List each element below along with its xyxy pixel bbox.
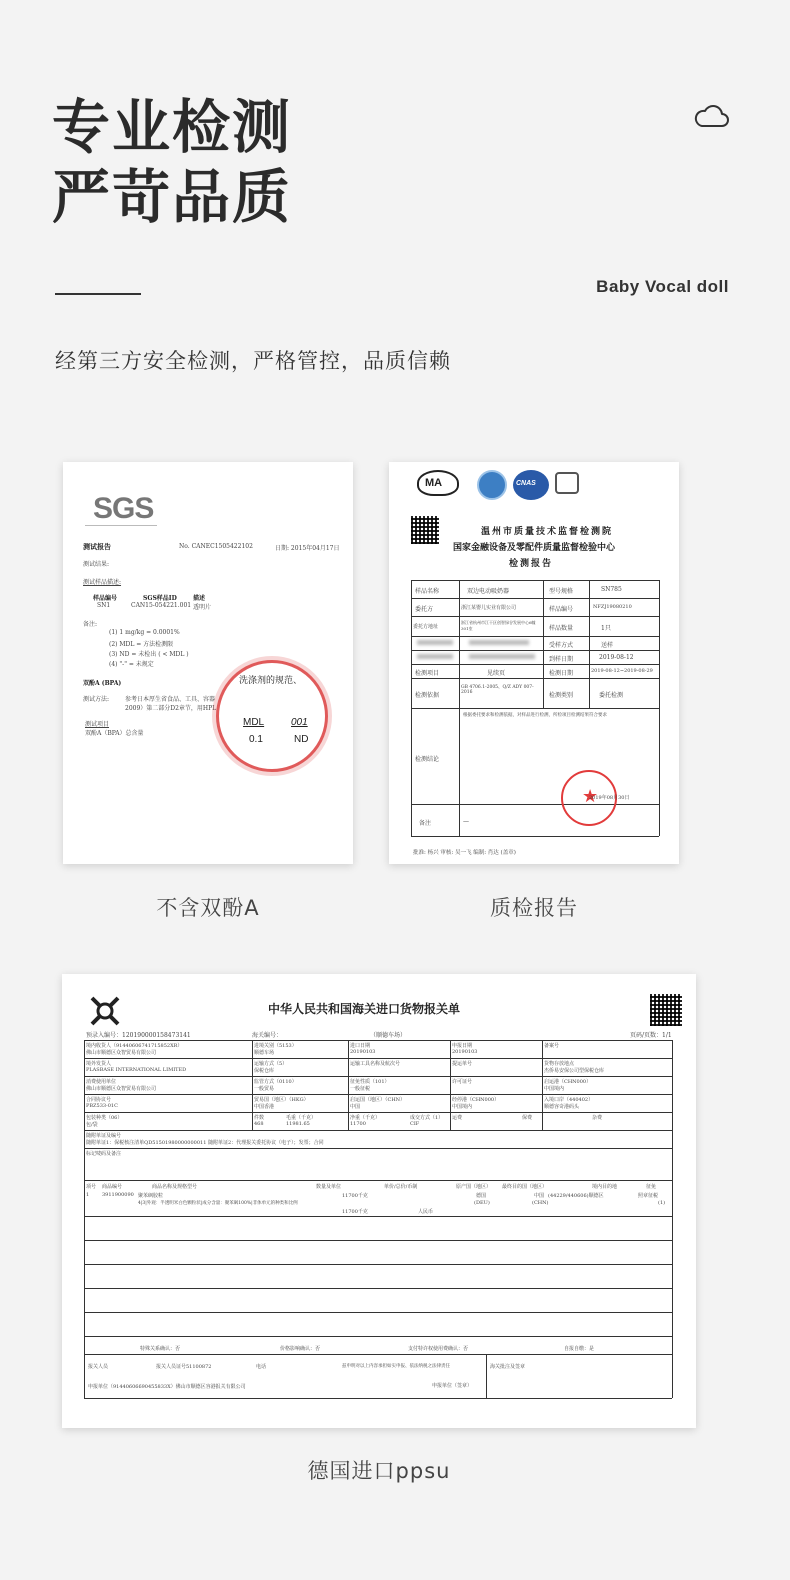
page-count: 页码/页数：1/1 [630,1032,672,1039]
page-subtitle: 经第三方安全检测，严格管控，品质信赖 [55,349,451,373]
frame-line [84,1216,672,1217]
cell: 一般贸易 [254,1086,275,1092]
goods-header: 最终目的国（地区） [502,1184,548,1190]
footer-cell: 价格影响确认：否 [280,1346,321,1352]
goods-cell: (DEU) [474,1200,490,1206]
goods-cell: 中国 [534,1193,545,1199]
frame-vline [84,1040,85,1398]
table-vline [543,580,544,708]
sgs-method-label: 测试方法: [83,696,110,703]
customs-no-label: 海关编号： [252,1032,283,1039]
report-cell: 送样 [601,642,614,649]
cell: 提运单号 [452,1061,473,1067]
frame-line [84,1288,672,1289]
result-label: 检测结论 [415,756,440,763]
goods-cell: 3911900090 [102,1192,134,1198]
cell: 贸易国（地区）（HKG） [254,1097,309,1103]
magnifier-text: 洗涤剂的规范、 [239,676,303,686]
cell: 运费 [452,1115,463,1121]
signature-row: 批准: 杨兴 审核: 吴一飞 编制: 肖达 (盖章) [413,850,516,856]
footer-cell: 电话 [256,1364,267,1370]
footer-cell: 兹申明对以上内容承担如实申报、依法纳税之法律责任 [342,1364,450,1369]
goods-cell: 11700千克 [342,1193,368,1199]
goods-cell: 德国 [476,1193,487,1199]
caption-quality-report: 质检报告 [490,896,578,920]
report-header-2: 国家金融设备及零配件质量监督检验中心 [453,543,616,553]
cell: 境内收货人（91440606741715852XR） [86,1043,183,1049]
sgs-row-sn: SN1 [97,602,111,609]
goods-cell: 人民币 [418,1209,434,1215]
frame-vline [252,1040,253,1130]
cell: 运输工具名称及航次号 [350,1061,401,1067]
footer-cell: 申报单位（91440606690455833X）佛山市顺德区容港报关有限公司 [88,1384,246,1390]
report-header-3: 检测报告 [509,559,554,569]
sgs-method-text-2: 2009）第二部分D2章节，用HPL [125,705,217,712]
report-cell: 委托方地址 [413,624,439,630]
frame-line [84,1312,672,1313]
report-cell: 型号规格 [549,588,574,595]
report-cell: 样品数量 [549,625,574,632]
cell: 包/袋 [86,1122,98,1128]
cell: 净重（千克） [350,1115,381,1121]
report-cell: 受样方式 [549,642,574,649]
remark-value: — [463,818,469,825]
sgs-note-1: (1) 1 mg/kg = 0.0001% [109,629,180,636]
table-line [411,616,659,617]
goods-header: 境内目的地 [592,1184,618,1190]
report-cell: 浙江某婴儿实业有限公司 [461,605,517,611]
cell: 佛山市顺德区众智贸易有限公司 [86,1050,157,1056]
customs-title: 中华人民共和国海关进口货物报关单 [268,1002,461,1016]
cell: PLASBASE INTERNATIONAL LIMITED [86,1067,187,1073]
report-cell: 样品编号 [549,606,574,613]
frame-line [84,1130,672,1131]
cell: 中国境内 [452,1104,473,1110]
sgs-sample-desc-label: 测试样品描述: [83,579,122,586]
title-line-2: 严苛品质 [52,163,293,231]
frame-line [84,1354,672,1355]
cell: 保税仓库 [254,1068,275,1074]
sgs-note-2: (2) MDL = 方法检测限 [109,641,174,648]
frame-line [84,1058,672,1059]
report-cell: 浙江省杭州市江干区创智绿谷发展中心6幢301室 [461,620,536,631]
cell: 顺德车场 [254,1050,275,1056]
quality-inspection-report-image [389,462,679,864]
redacted-field [469,640,529,645]
cell: 杂费 [592,1115,603,1121]
goods-header: 商品编号 [102,1184,123,1190]
frame-line [84,1240,672,1241]
cell: 许可证号 [452,1079,473,1085]
cell: 合同协议号 [86,1097,112,1103]
frame-line [84,1040,672,1041]
cell: 中国香港 [254,1104,275,1110]
title-line-1: 专业检测 [52,93,293,161]
sgs-report-label: 测试报告 [83,542,111,551]
cell: 入境口岸（440402） [544,1097,594,1103]
footer-cell: 报关人员 [88,1364,109,1370]
frame-vline [348,1040,349,1130]
cell: 包装种类（06） [86,1115,123,1121]
frame-line [84,1112,672,1113]
redacted-field [417,640,453,645]
cell: 启运国（地区）（CHN） [350,1097,406,1103]
goods-header: 数量及单位 [316,1184,342,1190]
sgs-logo: SGS [93,492,154,525]
cell: 中国 [350,1104,361,1110]
cell: 468 [254,1121,264,1127]
cell: 经停港（CHN000） [452,1097,500,1103]
frame-vline [486,1354,487,1398]
cell: 顺德容奇港码头 [544,1104,580,1110]
cell: 20190103 [452,1049,478,1055]
goods-cell: 1 [86,1192,90,1198]
magnifier-001: 001 [291,717,308,728]
cell: 征免性质（101） [350,1079,390,1085]
footer-cell: 自报自缴：是 [564,1346,595,1352]
report-cell: 委托方 [415,606,434,613]
cell: 杰侨易安保公司型保税仓库 [544,1068,605,1074]
sgs-item-text: 双酚A（BPA）总含量 [85,730,144,737]
sgs-col-sample-no: 样品编号 [93,595,118,602]
table-line [411,650,659,651]
cell: 20190103 [350,1049,376,1055]
sgs-logo-underline [85,525,157,526]
cell: 11981.65 [286,1121,310,1127]
cell: 毛重（千克） [286,1115,317,1121]
cell: 保费 [522,1115,533,1121]
goods-header: 原产国（地区） [456,1184,492,1190]
goods-cell: (1) [658,1200,666,1206]
goods-cell: 11700千克 [342,1209,368,1215]
cell: CIF [410,1121,420,1127]
footer-cell: 申报单位（签章） [432,1383,473,1389]
report-cell: 1只 [601,625,611,632]
goods-cell: (44229/440606)顺德区 [548,1193,604,1199]
cloud-icon [694,100,730,130]
frame-line [84,1336,672,1337]
cell: 境外发货人 [86,1061,112,1067]
cell: 进境关别（5153） [254,1043,297,1049]
sgs-note-3: (3) ND = 未检出 ( < MDL ) [109,651,189,658]
report-header-1: 温州市质量技术监督检测院 [481,527,614,537]
magnifier-nd-value: ND [294,734,309,745]
table-vline [459,580,460,836]
cell: 消费使用单位 [86,1079,117,1085]
footer-cell: 报关人员证号51100872 [156,1364,212,1370]
frame-line [84,1180,672,1181]
footer-cell: 特殊关系确认：否 [140,1346,181,1352]
sgs-row-desc: 透明片 [193,604,212,611]
sgs-results-label: 测试结果: [83,561,110,568]
report-cell: GB 4706.1-2005、Q/Z ADY 007-2016 [461,685,534,695]
goods-header: 征免 [646,1184,657,1190]
sgs-test-report-image [63,462,353,864]
magnifier-callout [216,660,328,772]
customs-qr-icon [650,994,682,1026]
customs-declaration-image [62,974,696,1428]
table-line [411,678,659,679]
frame-line [84,1076,672,1077]
sgs-row-id: CAN15-054221.001 [131,602,192,609]
report-cell: 检测日期 [549,670,574,677]
goods-header: 单价/总价/币制 [384,1184,418,1190]
caption-ppsu-import: 德国进口ppsu [307,1459,451,1483]
table-vline [659,580,660,836]
frame-line [84,1398,672,1399]
cnas-badge-text: CNAS [516,480,536,487]
report-cell: 见续页 [487,670,506,677]
brand-tagline: Baby Vocal doll [596,277,729,296]
footer-cell: 支付特许权使用费确认：否 [408,1346,469,1352]
cell: 运输方式（5） [254,1061,288,1067]
goods-cell: 聚苯砜胶粒 [138,1193,164,1199]
customs-port: （顺德车场） [370,1032,407,1039]
page-title [52,92,292,232]
stamp-star-icon: ★ [582,786,599,807]
cell: 申报日期 [452,1043,473,1049]
report-cell: 委托检测 [599,692,624,699]
sgs-col-desc: 描述 [193,595,206,602]
report-cell: 2019-08-12~2019-08-29 [591,668,653,674]
redacted-field [417,654,453,659]
cell: 货物存放地点 [544,1061,575,1067]
cell: 进口日期 [350,1043,371,1049]
cell: 随附单证1：保税核注清单QD51501980000000011 随附单证2：代理报关委托协议（电子）；发票；合同 [86,1140,324,1146]
sgs-notes-label: 备注: [83,621,98,628]
pre-entry-no: 预录入编号：120190000158473141 [86,1032,191,1039]
report-cell: 样品名称 [415,588,440,595]
table-line [411,636,659,637]
table-line [411,804,659,805]
cell: 11700 [350,1121,366,1127]
table-line [411,664,659,665]
goods-cell: (CHN) [532,1200,549,1206]
report-cell: 检测项目 [415,670,440,677]
report-cell: 检测依据 [415,692,440,699]
sgs-report-no: No. CANEC1505422102 [179,543,253,550]
report-cell: 到样日期 [549,656,574,663]
frame-line [84,1148,672,1149]
frame-vline [450,1040,451,1130]
stamp-date: 2019年08月30日 [589,795,630,801]
cell: 中国境内 [544,1086,565,1092]
footer-cell: 海关批注及签章 [490,1364,526,1370]
cell: 件数 [254,1115,265,1121]
report-cell: SN785 [601,586,622,593]
caption-bpa-free: 不含双酚A [156,896,260,920]
frame-line [84,1094,672,1095]
magnifier-mdl: MDL [243,717,265,728]
sgs-note-4: (4) "-" = 未规定 [109,661,154,668]
redacted-field [469,654,535,659]
sgs-bpa-label: 双酚A (BPA) [83,680,122,687]
cma-badge-text: MA [425,477,443,489]
magnifier-mdl-value: 0.1 [249,734,263,745]
sgs-item-label: 测试项目 [85,721,110,728]
goods-cell: 4|3|外观：半透明米白色颗粒状|成分含量：聚苯砜100%|非体单元的种类和比例 [138,1201,298,1206]
goods-header: 商品名称及规格型号 [152,1184,198,1190]
cell: 备案号 [544,1043,560,1049]
cma-badge-icon [417,470,459,496]
title-divider [55,293,141,295]
report-cell: 双边电动吸奶器 [467,588,510,595]
customs-emblem-icon [88,994,122,1028]
goods-header: 项号 [86,1184,97,1190]
cell: PBZ533-01C [86,1103,118,1109]
qr-code-icon [411,516,439,544]
cell: 佛山市顺德区众智贸易有限公司 [86,1086,157,1092]
cell: 成交方式（1） [410,1115,444,1121]
sgs-method-text: 参考日本厚生省食品、工具、容器 [125,696,216,703]
cell: 一般征税 [350,1086,371,1092]
cell: 随附单证及编号 [86,1133,122,1139]
ilac-badge-icon [477,470,507,500]
table-line [411,598,659,599]
result-text: 根据委托要求和检测依据，对样品进行检测，所检项目检测结果符合要求 [463,713,607,718]
cnas-badge-icon [513,470,549,500]
goods-cell: 照章征税 [638,1193,659,1199]
report-cell: NFZJ19080210 [593,604,632,610]
cell: 标记唛码及备注 [86,1151,122,1157]
table-vline [411,580,412,836]
frame-vline [542,1040,543,1130]
testing-badge-icon [555,472,579,494]
cell: 启运港（CHN000） [544,1079,592,1085]
table-line [411,836,659,837]
table-line [411,580,659,581]
frame-vline [672,1040,673,1398]
report-cell: 2019-08-12 [599,654,634,661]
cell: 监管方式（0110） [254,1079,297,1085]
sgs-col-sgs-id: SGS样品ID [143,595,177,602]
sgs-report-date: 日期: 2015年04月17日 [275,545,340,552]
report-cell: 检测类别 [549,692,574,699]
frame-line [84,1264,672,1265]
table-line [411,708,659,709]
table-vline [589,580,590,708]
remark-label: 备注 [419,820,432,827]
